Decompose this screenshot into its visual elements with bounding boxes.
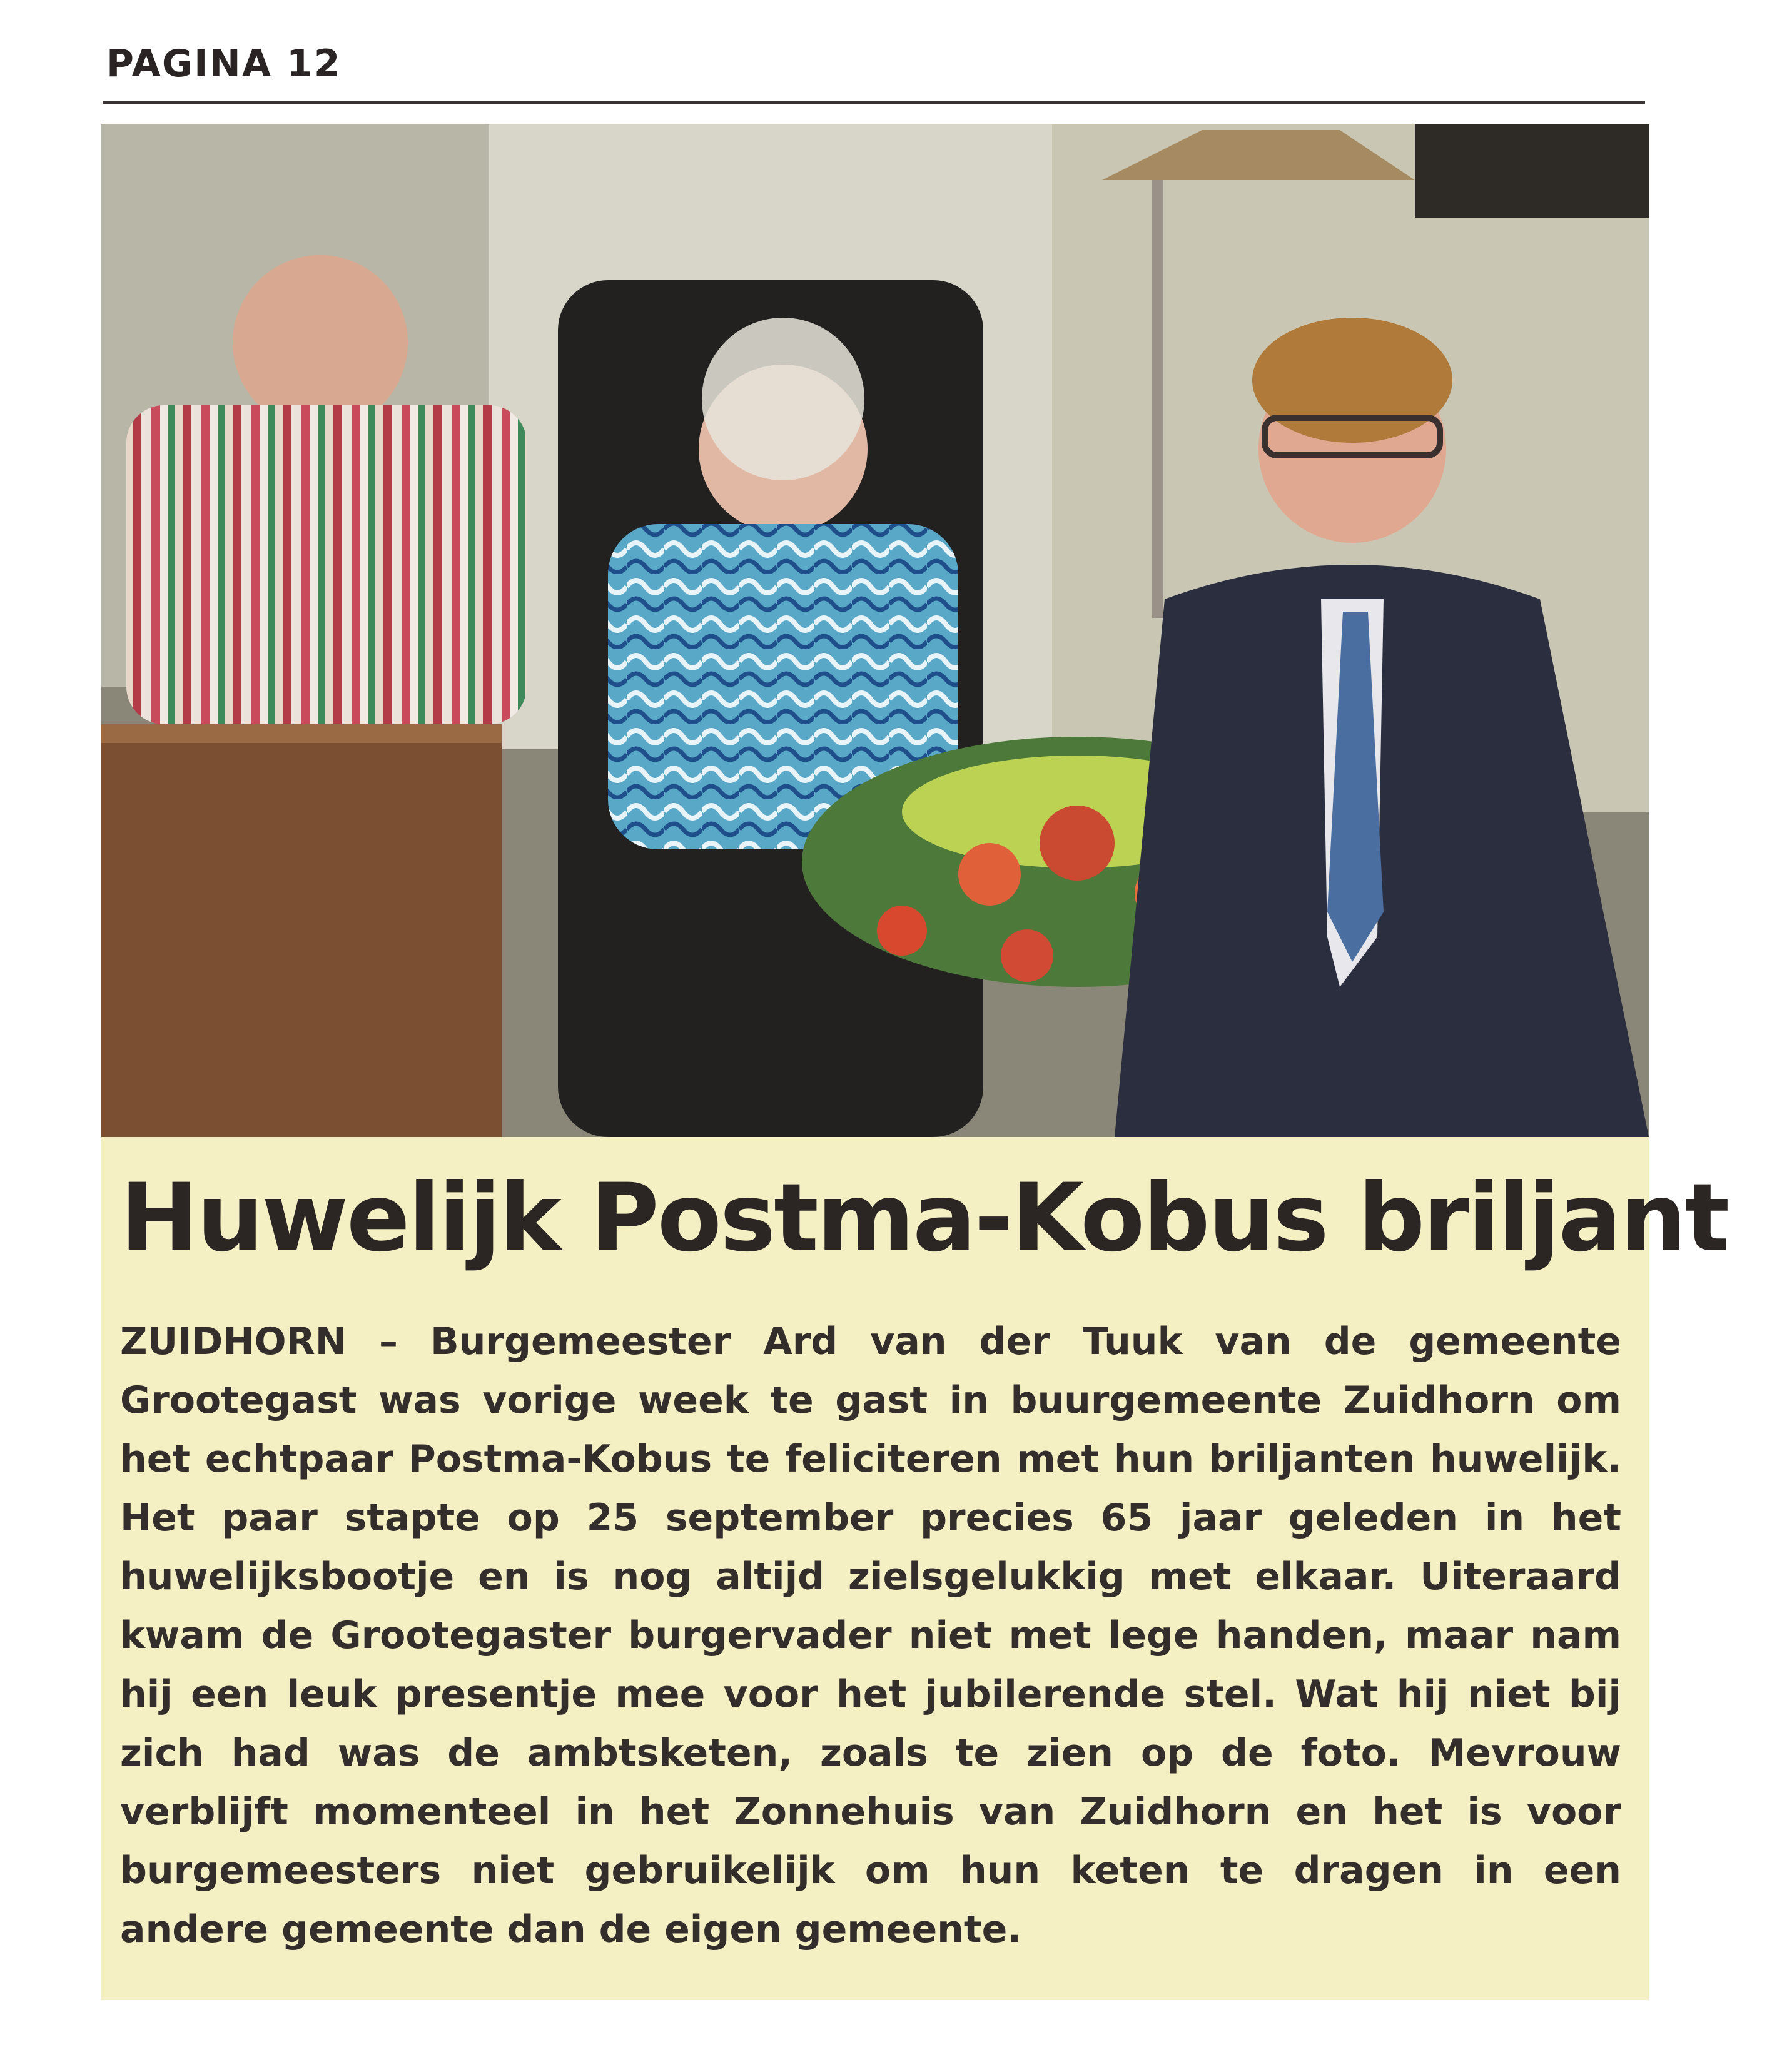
article-body bbox=[120, 1312, 1621, 1959]
article-body-text: Burgemeester Ard van der Tuuk van de gemeente Grootegast was vorige week te gast in buurgemeente Zuidhorn om het echtpaar Postma-Kobus te feliciteren met hun briljanten huwelijk. Het paar stapte op 25 september precies 65 jaar geleden in het huwelijksbootje en is nog altijd zielsgelukkig met elkaar. Uiteraard kwam de Grootegaster burgervader niet met lege handen, maar nam hij een leuk presentje mee voor het jubilerende stel. Wat hij niet bij zich had was de ambtsketen, zoals te zien op de foto. Mevrouw verblijft momenteel in het Zonnehuis van Zuidhorn en het is voor burgemeesters niet gebruikelijk om hun keten te dragen in een andere gemeente dan de eigen gemeente. bbox=[120, 1320, 1621, 1951]
article-clipping bbox=[101, 124, 1728, 2000]
article-dateline: ZUIDHORN bbox=[120, 1320, 347, 1363]
page-label: PAGINA 12 bbox=[106, 42, 342, 86]
header-rule bbox=[103, 101, 1645, 104]
article-photo bbox=[101, 124, 1649, 1137]
photo-illustration-icon bbox=[101, 124, 1649, 1137]
article-headline: Huwelijk Postma-Kobus briljant bbox=[120, 1164, 1728, 1273]
dateline-separator: – bbox=[347, 1320, 430, 1363]
